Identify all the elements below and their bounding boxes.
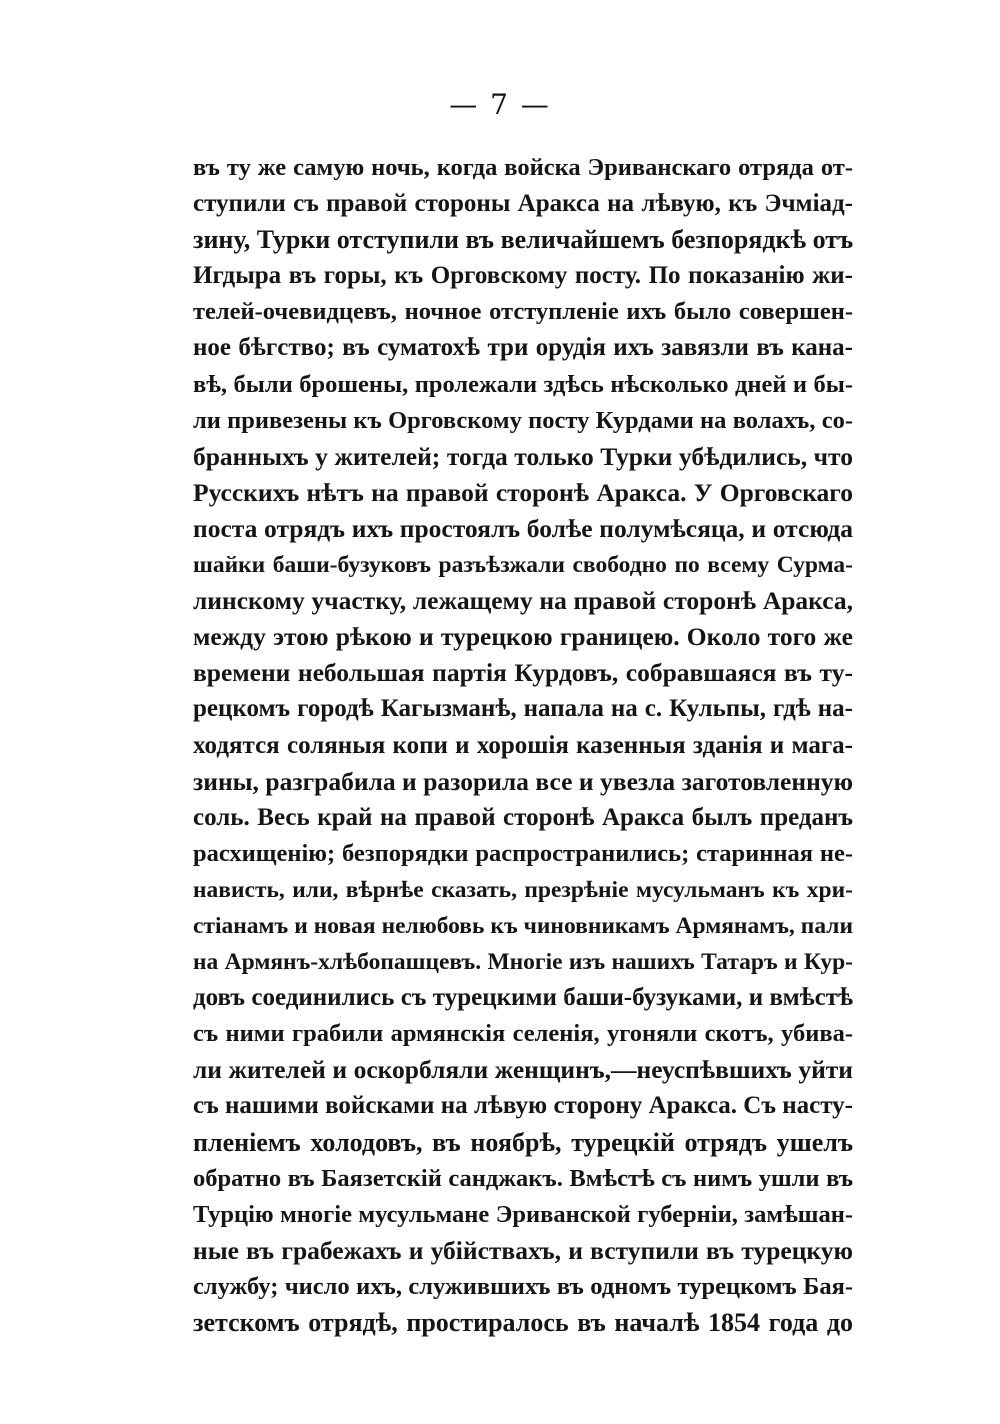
text-line: пленіемъ холодовъ, въ ноябрѣ, турецкій отрядъ ушелъ xyxy=(193,1127,853,1157)
text-line: на Армянъ-хлѣбопашцевъ. Многіе изъ нашихъ Татаръ и Кур- xyxy=(193,949,853,976)
text-line: зетскомъ отрядѣ, простиралось въ началѣ 1854 года до xyxy=(193,1308,853,1337)
text-line: соль. Весь край на правой сторонѣ Аракса былъ преданъ xyxy=(193,803,853,831)
text-line: вѣ, были брошены, пролежали здѣсь нѣсколько дней и бы- xyxy=(193,370,853,398)
text-line: службу; число ихъ, служившихъ въ одномъ турецкомъ Бая- xyxy=(193,1272,853,1300)
text-line: между этою рѣкою и турецкою границею. Около того же xyxy=(193,622,853,652)
text-line: бранныхъ у жителей; тогда только Турки убѣдились, что xyxy=(193,441,853,471)
text-line: поста отрядъ ихъ простоялъ болѣе полумѣсяца, и отсюда xyxy=(193,513,853,543)
text-line: Русскихъ нѣтъ на правой сторонѣ Аракса. У Орговскаго xyxy=(193,477,853,507)
text-line: расхищенію; безпорядки распространились; старинная не- xyxy=(193,839,853,867)
text-line: ное бѣгство; въ суматохѣ три орудія ихъ завязли въ кана- xyxy=(193,334,853,362)
text-line: ли жителей и оскорбляли женщинъ,—неуспѣвшихъ уйти xyxy=(193,1055,853,1085)
text-line: съ нашими войсками на лѣвую сторону Аракса. Съ насту- xyxy=(193,1092,853,1120)
text-line: шайки баши-бузуковъ разъѣзжали свободно по всему Сурма- xyxy=(193,552,853,579)
text-line: линскому участку, лежащему на правой сторонѣ Аракса, xyxy=(193,586,853,616)
text-line: Игдыра въ горы, къ Орговскому посту. По показанію жи- xyxy=(193,262,853,290)
body-text xyxy=(193,150,853,1341)
text-line: довъ соединились съ турецкими баши-бузуками, и вмѣстѣ xyxy=(193,984,853,1012)
text-line: ли привезены къ Орговскому посту Курдами на волахъ, со- xyxy=(193,406,853,434)
text-line: ходятся соляныя копи и хорошія казенныя зданія и мага- xyxy=(193,731,853,759)
text-line: зину, Турки отступили въ величайшемъ безпорядкѣ отъ xyxy=(193,225,853,255)
text-line: Турцію многіе мусульмане Эриванской губерніи, замѣшан- xyxy=(193,1200,853,1228)
text-line: зины, разграбила и разорила все и увезла заготовленную xyxy=(193,766,853,796)
text-line: обратно въ Баязетскій санджакъ. Вмѣстѣ съ нимъ ушли въ xyxy=(193,1164,853,1192)
text-line: съ ними грабили армянскія селенія, угоняли скотъ, убива- xyxy=(193,1020,853,1048)
page-number: — 7 — xyxy=(449,88,551,121)
text-line: нависть, или, вѣрнѣе сказать, презрѣніе мусульманъ къ хри- xyxy=(193,876,853,903)
text-line: телей-очевидцевъ, ночное отступленіе ихъ было совершен- xyxy=(193,298,853,326)
text-line: времени небольшая партія Курдовъ, собравшаяся въ ту- xyxy=(193,658,853,688)
text-line: въ ту же самую ночь, когда войска Эриванскаго отряда от- xyxy=(193,154,853,181)
text-line: ступили съ правой стороны Аракса на лѣвую, къ Эчміад- xyxy=(193,190,853,218)
text-line: ные въ грабежахъ и убійствахъ, и вступили въ турецкую xyxy=(193,1235,853,1265)
text-line: рецкомъ городѣ Кагызманѣ, напала на с. Кульпы, гдѣ на- xyxy=(193,695,853,723)
text-line: стіанамъ и новая нелюбовь къ чиновникамъ Армянамъ, пали xyxy=(193,912,853,939)
